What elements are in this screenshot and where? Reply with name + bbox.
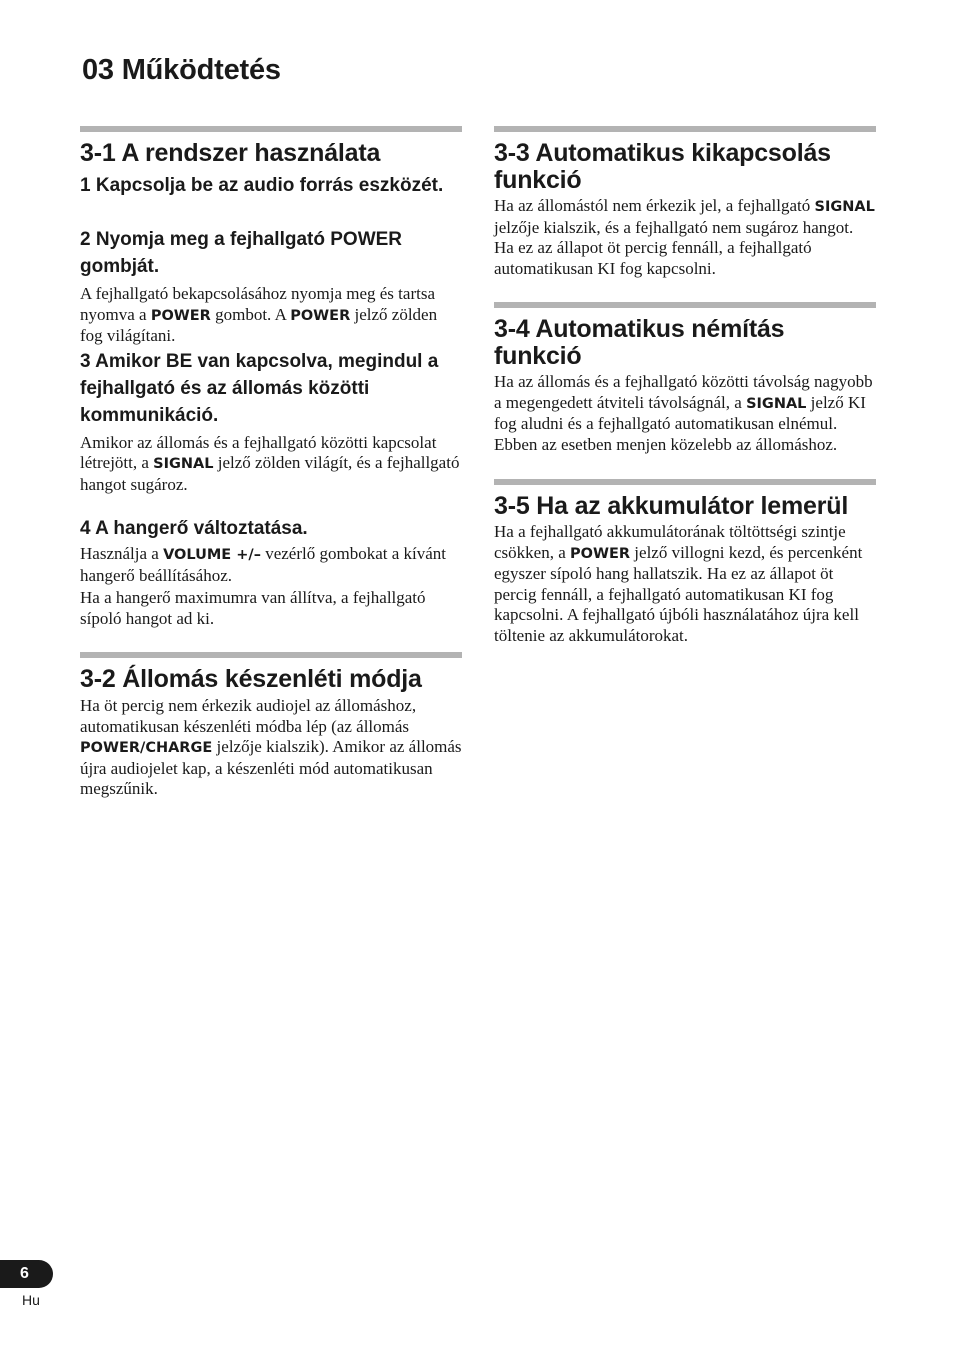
keyword-power-charge: POWER/CHARGE (80, 740, 213, 756)
step-4-text: Használja a VOLUME +/– vezérlő gombokat a kívánt hangerő beállításához. (80, 544, 447, 585)
step-2-text: A fejhallgató bekapcsolásához nyomja meg és tartsa nyomva a POWER gombot. A POWER jelző zölden fog világítani. (80, 284, 438, 345)
keyword-signal: SIGNAL (746, 395, 807, 412)
section-3-4 (494, 302, 876, 455)
section-title: 3-3 Automatikus kikapcsolás funkció (494, 139, 831, 194)
page-title: 03 Működtetés (82, 54, 281, 86)
keyword-volume: VOLUME +/– (163, 547, 261, 563)
step-3-heading: 3 Amikor BE van kapcsolva, megindul a fejhallgató és az állomás közötti kommunikáció. (80, 350, 439, 426)
section-rule (494, 479, 876, 485)
section-title: 3-4 Automatikus némítás funkció (494, 315, 785, 370)
right-column (494, 126, 876, 646)
section-text: Ha a fejhallgató akkumulátorának töltöttségi szintje csökken, a POWER jelző villogni kezd, és percenként egyszer sípoló hang hallatszik. Ha ez az állapot öt percig fennáll, a fejhallgató automatikusan KI fog kapcsolni. A fejhallgató újbóli használatához újra kell töltenie az akkumulátorokat. (494, 522, 863, 645)
keyword-power: POWER (570, 545, 631, 562)
keyword-signal: SIGNAL (814, 199, 875, 215)
section-rule (80, 126, 462, 132)
step-4-heading: 4 A hangerő változtatása. (80, 518, 308, 539)
section-text: Ha öt percig nem érkezik audiojel az állomáshoz, automatikusan készenléti módba lép (az állomás POWER/CHARGE jelzője kialszik). Amikor az állomás újra audiojelet kap, a készenléti mód automatikusan megszűnik. (80, 696, 462, 798)
page-language: Hu (22, 1292, 40, 1308)
section-rule (80, 652, 462, 658)
keyword-signal: SIGNAL (153, 456, 214, 472)
section-title: 3-1 A rendszer használata (80, 139, 381, 167)
step-4-note: Ha a hangerő maximumra van állítva, a fejhallgató sípoló hangot ad ki. (80, 588, 426, 628)
section-rule (494, 126, 876, 132)
section-title: 3-2 Állomás készenléti módja (80, 665, 422, 693)
section-rule (494, 302, 876, 308)
step-2-heading: 2 Nyomja meg a fejhallgató POWER gombját. (80, 229, 403, 277)
left-column (80, 126, 462, 800)
step-1-heading: 1 Kapcsolja be az audio forrás eszközét. (80, 175, 444, 196)
section-3-5 (494, 479, 876, 646)
page-number-badge: 6 (0, 1260, 53, 1288)
section-text: Ha az állomás és a fejhallgató közötti távolság nagyobb a megengedett átviteli távolságnál, a SIGNAL jelző KI fog aludni és a fejhallgató automatikusan elnémul. Ebben az esetben menjen közelebb az állomáshoz. (494, 372, 873, 454)
keyword-power: POWER (290, 307, 351, 324)
section-title: 3-5 Ha az akkumulátor lemerül (494, 492, 849, 520)
section-3-2 (80, 652, 462, 800)
section-3-3 (494, 126, 876, 279)
section-3-1 (80, 126, 462, 629)
step-3-text: Amikor az állomás és a fejhallgató közötti kapcsolat létrejött, a SIGNAL jelző zölden világít, és a fejhallgató hangot sugároz. (80, 432, 460, 494)
keyword-power: POWER (150, 307, 211, 324)
section-text: Ha az állomástól nem érkezik jel, a fejhallgató SIGNAL jelzője kialszik, és a fejhallgató nem sugároz hangot. Ha ez az állapot öt percig fennáll, a fejhallgató automatikusan KI fog kapcsolni. (494, 196, 875, 278)
